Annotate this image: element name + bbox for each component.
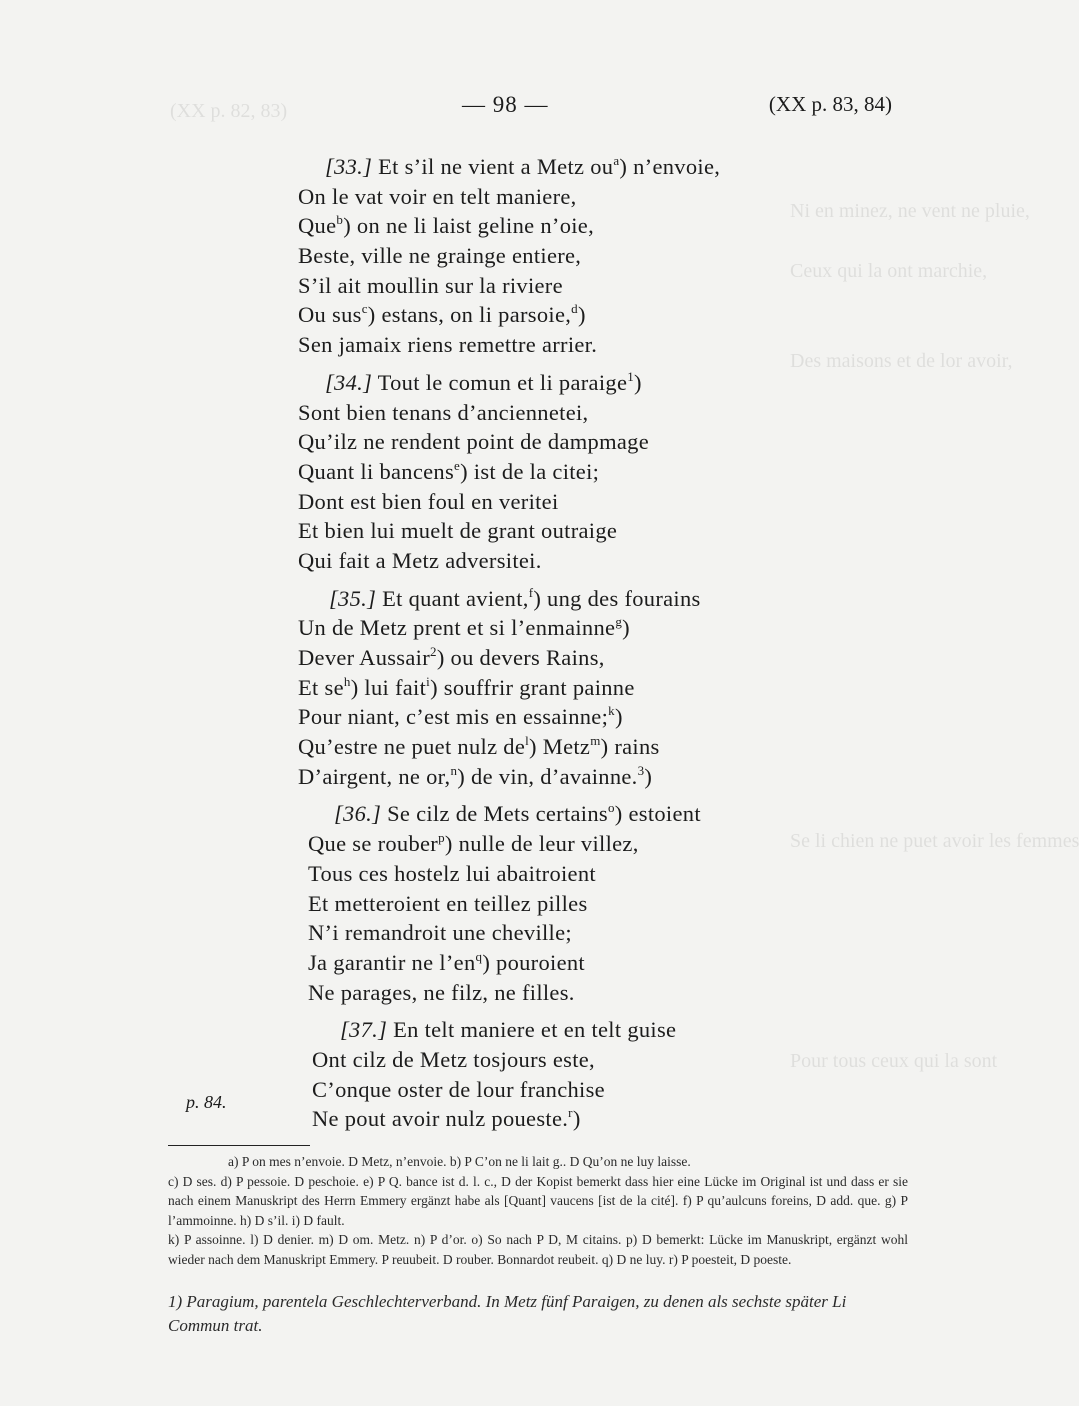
stanza xyxy=(298,152,858,360)
verse-line: Dever Aussair$^2$) ou devers Rains, xyxy=(298,644,605,670)
verse-line: Tous ces hostelz lui abaitroient xyxy=(308,860,596,886)
footnote-marker: 3 xyxy=(637,762,645,778)
verse-line: [33.] Et s’il ne vient a Metz $ou^a$) n’envoie, xyxy=(325,153,721,179)
footnote-marker: m xyxy=(590,733,601,749)
footnote-marker: e xyxy=(454,457,461,473)
footnote-marker: i xyxy=(426,673,431,689)
verse-line: C’onque oster de lour franchise xyxy=(312,1076,605,1102)
verse-line: D’airgent, ne or,$^n$) de vin, d’avainne.$^3$) xyxy=(298,762,653,789)
margin-note: p. 84. xyxy=(186,1092,227,1112)
footnote-marker: d xyxy=(571,301,578,317)
footnote-marker: 2 xyxy=(430,644,437,659)
verse-line: [36.] Se cilz de Mets certains$^o$) estoient xyxy=(334,800,701,827)
verse-line: Ont cilz de Metz tosjours este, xyxy=(312,1046,595,1072)
verse-line: Que$^b$) on ne li laist geline n’oie, xyxy=(298,212,595,239)
critical-apparatus xyxy=(168,1152,908,1269)
verse-line: Beste, ville ne grainge entiere, xyxy=(298,243,582,269)
footnote-marker: p xyxy=(438,830,445,846)
footnote-marker: f xyxy=(528,584,534,600)
footnote-marker: o xyxy=(607,800,615,816)
footnote-marker: 1 xyxy=(627,368,635,384)
footnote-rule xyxy=(168,1145,310,1146)
footnote-marker: c xyxy=(361,301,368,317)
footnote-marker: k xyxy=(608,703,615,719)
verse-line: Que se rouber$^p$) nulle de leur villez, xyxy=(308,830,639,857)
verse-line: [34.] Tout le comun et li paraige$^1$) xyxy=(325,368,642,395)
footnote-marker: r xyxy=(568,1105,573,1121)
stanza xyxy=(298,1015,858,1134)
verse-line: Un de Metz prent et si l’enmainne$^g$) xyxy=(298,614,630,641)
verse-line: N’i remandroit une cheville; xyxy=(308,920,572,946)
footnote-1: 1) Paragium, parentela Geschlechterverband. In Metz fünf Paraigen, zu denen als sechste später Li Commun trat. xyxy=(168,1292,847,1335)
verse-line: Ja garantir ne $l’en^q$) pouroient xyxy=(308,948,585,975)
stanza-number: [34.] xyxy=(325,369,373,395)
page-header xyxy=(0,92,1000,122)
footnote-marker: g xyxy=(615,614,623,630)
stanza-number: [37.] xyxy=(340,1017,388,1043)
footnote-marker: q xyxy=(475,948,483,964)
verse-line: Ou sus$^c$) estans, on li parsoie,$^d$) xyxy=(298,301,586,328)
verse-line: Qui fait a Metz adversitei. xyxy=(298,547,542,573)
verse-line: Quant li bancens$^e$) ist de la citei; xyxy=(298,457,600,484)
verse-line: Et metteroient en teillez pilles xyxy=(308,890,588,916)
page-reference: (XX p. 83, 84) xyxy=(768,92,892,116)
verse-line: Et bien lui muelt de grant outraige xyxy=(298,518,618,544)
verse-line: Et $se^h$) lui fait$^i$) souffrir grant painne xyxy=(298,673,635,700)
footnote-marker: l xyxy=(525,733,530,749)
verse-line: On le vat voir en telt maniere, xyxy=(298,183,577,209)
footnote-line: k) P assoinne. l) D denier. m) D om. Metz. n) P d’or. o) So nach P D, M citains. p) D bemerkt: Lücke im Manuskript, ergänzt wohl wieder nach dem Manuskript Emmery. P reuubeit. D rouber. Bonnardot reubeit. q) D ne luy. r) P poesteit, D poeste. xyxy=(168,1232,908,1267)
footnote-line: a) P on mes n’envoie. D Metz, n’envoie. b) P C’on ne li lait g.. D Qu’on ne luy laisse. xyxy=(228,1154,691,1169)
poem-body xyxy=(298,152,858,1134)
verse-line: [35.] Et quant avient,$^f$) ung des fourains xyxy=(329,584,701,611)
stanza xyxy=(298,368,858,576)
stanza-number: [33.] xyxy=(325,154,373,179)
stanza-number: [36.] xyxy=(334,801,382,827)
verse-line: Sen jamaix riens remettre arrier. xyxy=(298,332,598,358)
verse-line: S’il ait moullin sur la riviere xyxy=(298,272,563,298)
footnote-marker: a xyxy=(613,153,620,168)
verse-line: Pour niant, c’est mis en essainne;$^k$) xyxy=(298,703,623,730)
verse-line: Qu’estre ne puet nulz $de^l$) Metz$^m$) rains xyxy=(298,733,660,760)
stanza xyxy=(298,584,858,792)
footnote-marker: h xyxy=(343,673,351,689)
verse-line: Dont est bien foul en veritei xyxy=(298,488,559,514)
footnote-line: c) D ses. d) P pessoie. D peschoie. e) P Q. bance ist d. l. c., D der Kopist bemerkt dass hier eine Lücke im Original ist und dass er sie nach einem Manuskript des Herrn Emmery ergänzt habe als [Quant] vaucens [ist de la cité]. f) P qu’aulcuns foreins, D add. que. g) P l’ammoinne. h) D s’il. i) D fault. xyxy=(168,1173,908,1228)
footnote-marker: b xyxy=(336,212,344,228)
stanza-number: [35.] xyxy=(329,585,377,611)
verse-line: Ne pout avoir nulz poueste.$^r$) xyxy=(312,1105,581,1132)
verse-line: Sont bien tenans d’anciennetei, xyxy=(298,399,589,425)
verse-line: Ne parages, ne filz, ne filles. xyxy=(308,979,575,1005)
stanza xyxy=(298,799,858,1007)
verse-line: Qu’ilz ne rendent point de dampmage xyxy=(298,429,650,455)
page-number: — 98 — xyxy=(462,92,549,117)
explanatory-footnotes xyxy=(168,1290,908,1338)
verse-line: [37.] En telt maniere et en telt guise xyxy=(340,1017,677,1043)
footnote-marker: n xyxy=(450,762,458,778)
